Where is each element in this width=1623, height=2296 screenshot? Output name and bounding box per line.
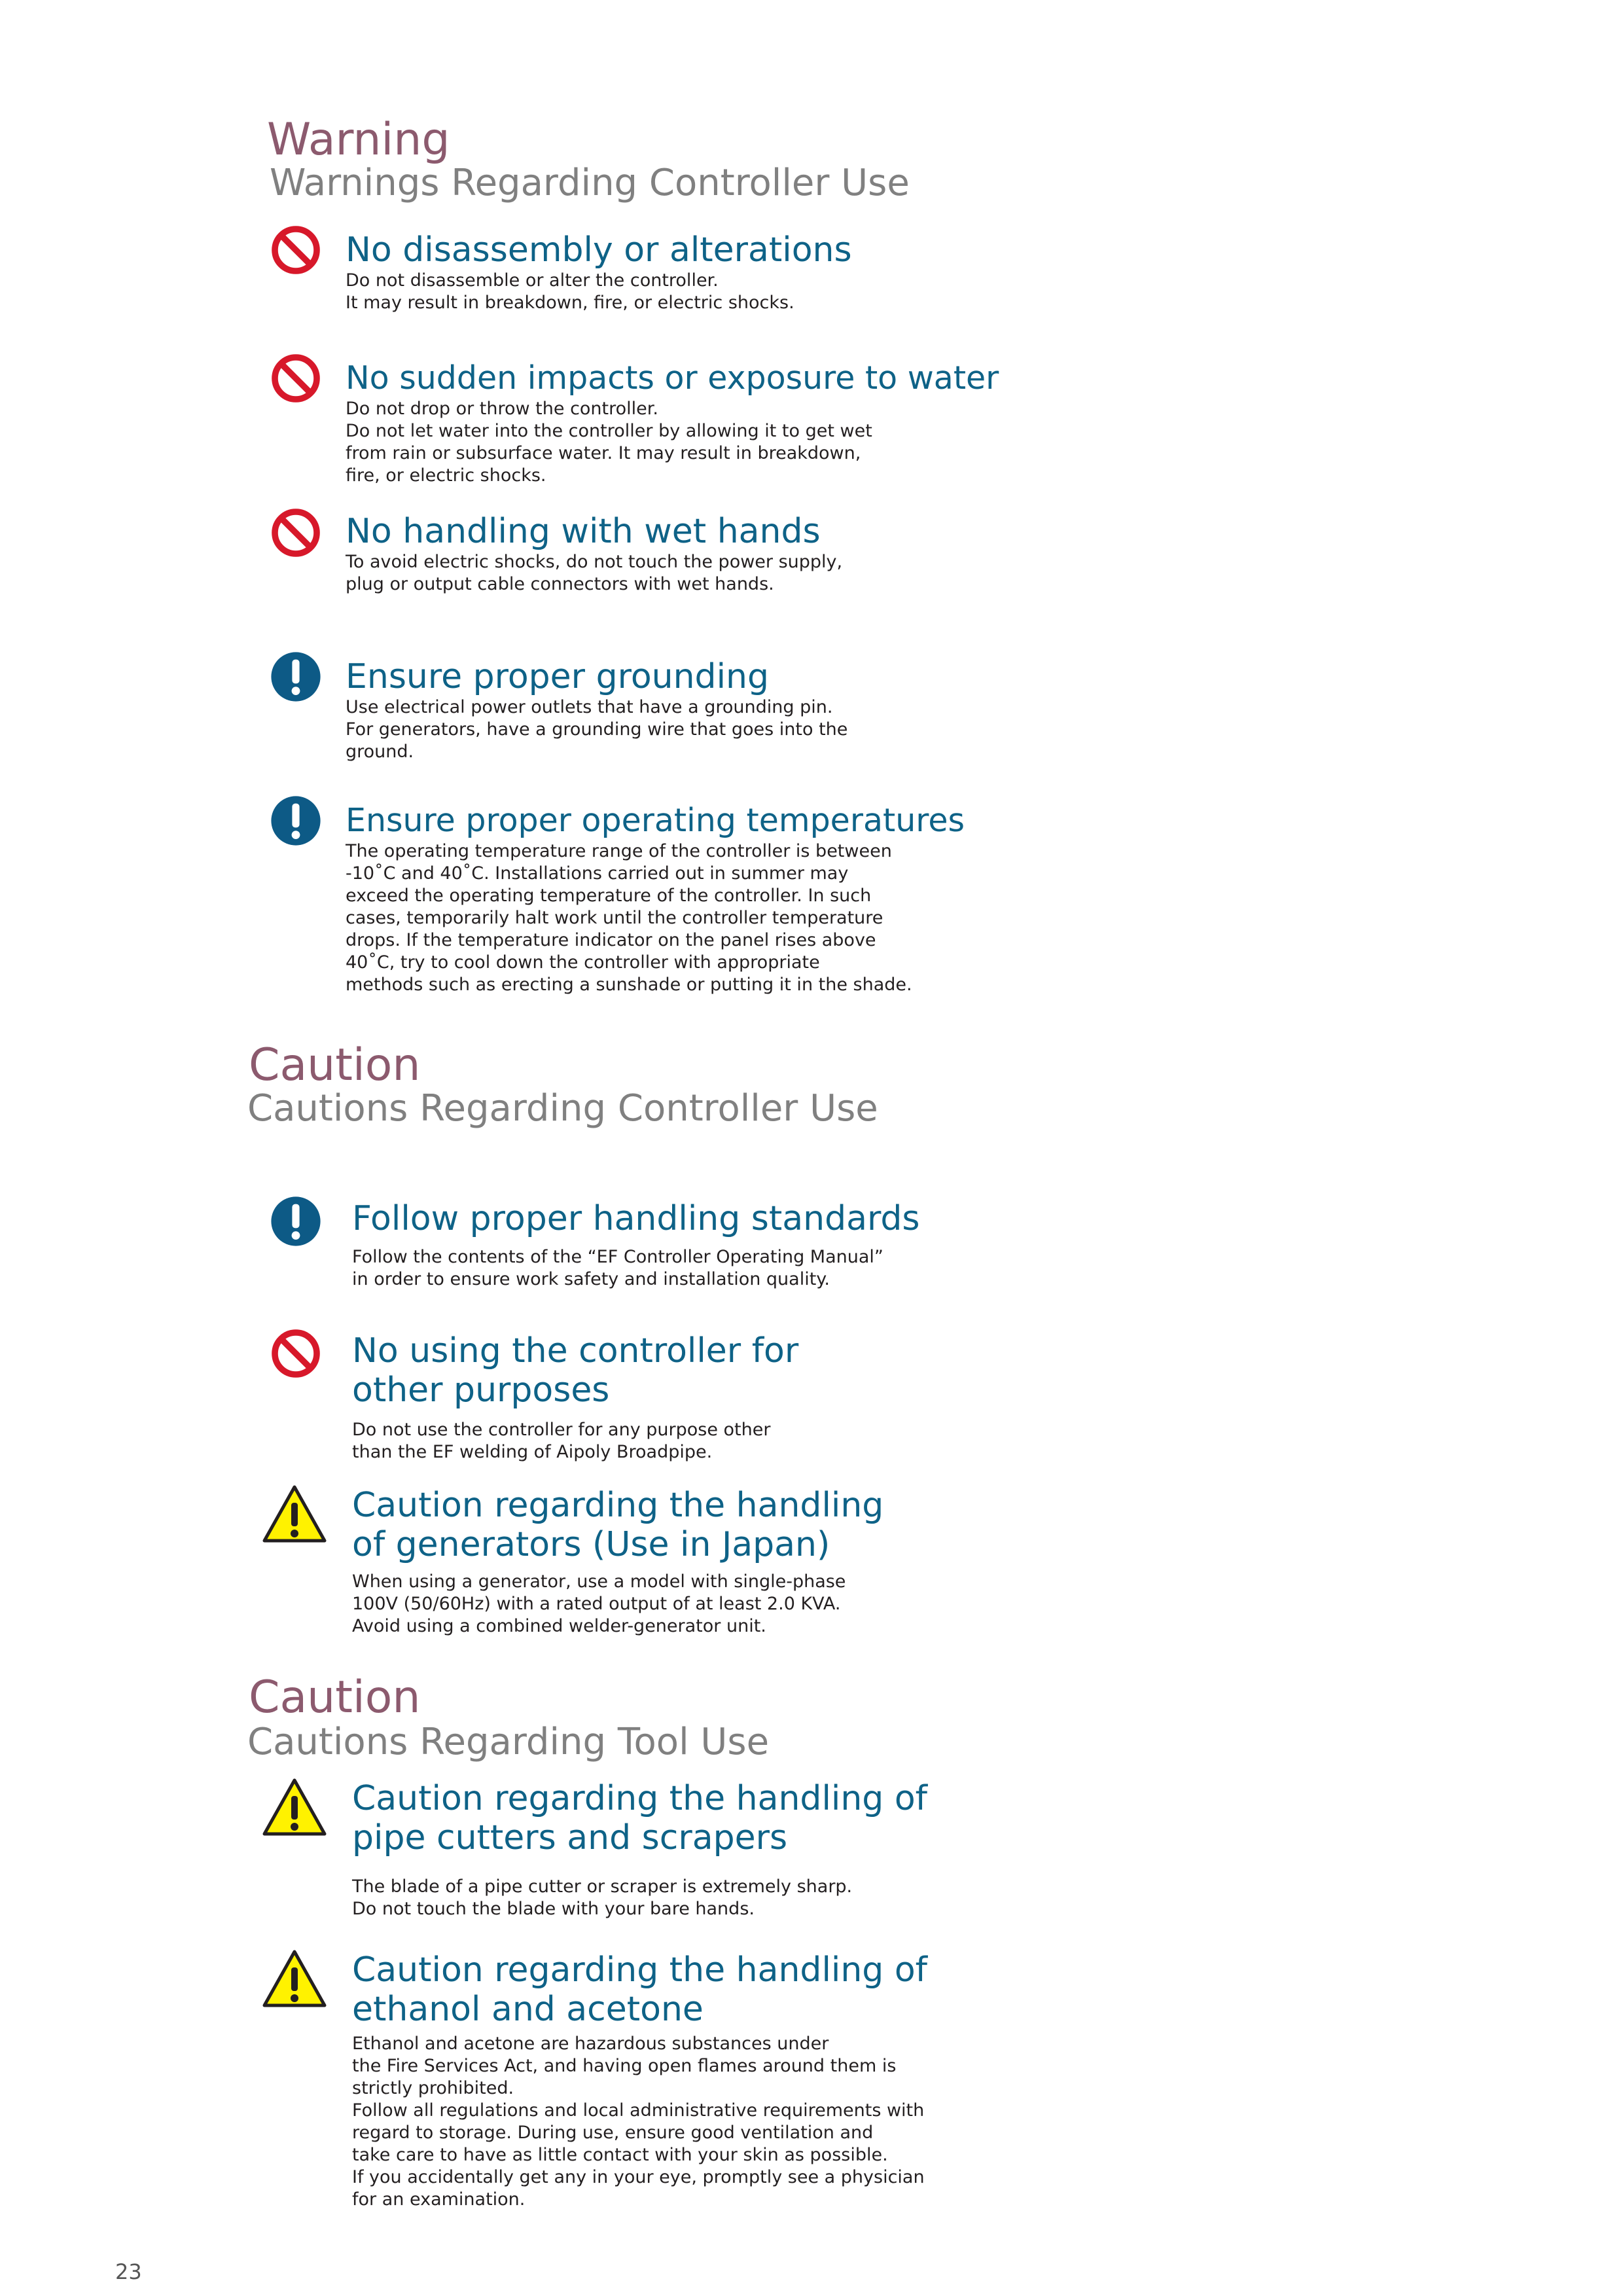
item-heading: Ensure proper grounding [346,657,769,696]
item-body: To avoid electric shocks, do not touch the power supply, plug or output cable connectors with wet hands. [346,552,843,594]
mandatory-action-icon [270,651,322,703]
item-heading: Ensure proper operating temperatures [346,802,965,839]
item-body: Do not disassemble or alter the controller. It may result in breakdown, fire, or electric shocks. [346,270,794,313]
page-number: 23 [115,2259,142,2284]
prohibition-icon [270,1327,322,1380]
warning-triangle-icon [262,1775,327,1840]
item-heading: Caution regarding the handling of ethanol and acetone [352,1950,927,2029]
item-body: Follow the contents of the “EF Controller Operating Manual” in order to ensure work safety and installation quality. [352,1247,883,1289]
item-body: Ethanol and acetone are hazardous substances under the Fire Services Act, and having open flames around them is strictly prohibited. Follow all regulations and local administrative requirements with regard to storage. During use, ensure good ventilation and take care to have as little contact with your skin as possible. If you accidentally get any in your eye, promptly see a physician for an examination. [352,2034,925,2210]
section-subtitle-caution-controller: Cautions Regarding Controller Use [247,1087,878,1130]
warning-triangle-icon [262,1482,327,1547]
section-title-caution-controller: Caution [249,1039,421,1091]
section-title-warning: Warning [267,114,450,166]
section-subtitle-warning: Warnings Regarding Controller Use [270,162,910,204]
prohibition-icon [270,352,322,404]
item-body: Use electrical power outlets that have a grounding pin. For generators, have a grounding wire that goes into the ground. [346,697,848,762]
prohibition-icon [270,507,322,559]
prohibition-icon [270,224,322,276]
mandatory-action-icon [270,1195,322,1247]
section-title-caution-tool: Caution [249,1672,421,1723]
item-body: The operating temperature range of the controller is between -10˚C and 40˚C. Installations carried out in summer may exceed the operating temperature of the controller. In such cases, temporarily halt work until the controller temperature drops. If the temperature indicator on the panel rises above 40˚C, try to cool down the controller with appropriate methods such as erecting a sunshade or putting it in the shade. [346,841,912,995]
warning-triangle-icon [262,1946,327,2012]
item-body: Do not use the controller for any purpose other than the EF welding of Aipoly Broadpipe. [352,1420,771,1462]
mandatory-action-icon [270,795,322,847]
item-body: Do not drop or throw the controller. Do not let water into the controller by allowing it to get wet from rain or subsurface water. It may result in breakdown, fire, or electric shocks. [346,399,872,486]
item-heading: No using the controller for other purposes [352,1331,799,1410]
section-subtitle-caution-tool: Cautions Regarding Tool Use [247,1721,770,1763]
item-heading: No sudden impacts or exposure to water [346,359,999,397]
item-heading: Follow proper handling standards [352,1199,920,1238]
item-heading: No disassembly or alterations [346,230,852,270]
item-heading: No handling with wet hands [346,512,821,551]
item-heading: Caution regarding the handling of generators (Use in Japan) [352,1486,884,1564]
item-body: The blade of a pipe cutter or scraper is extremely sharp. Do not touch the blade with your bare hands. [352,1876,853,1919]
item-body: When using a generator, use a model with single-phase 100V (50/60Hz) with a rated output of at least 2.0 KVA. Avoid using a combined welder-generator unit. [352,1571,846,1636]
item-heading: Caution regarding the handling of pipe cutters and scrapers [352,1779,927,1857]
